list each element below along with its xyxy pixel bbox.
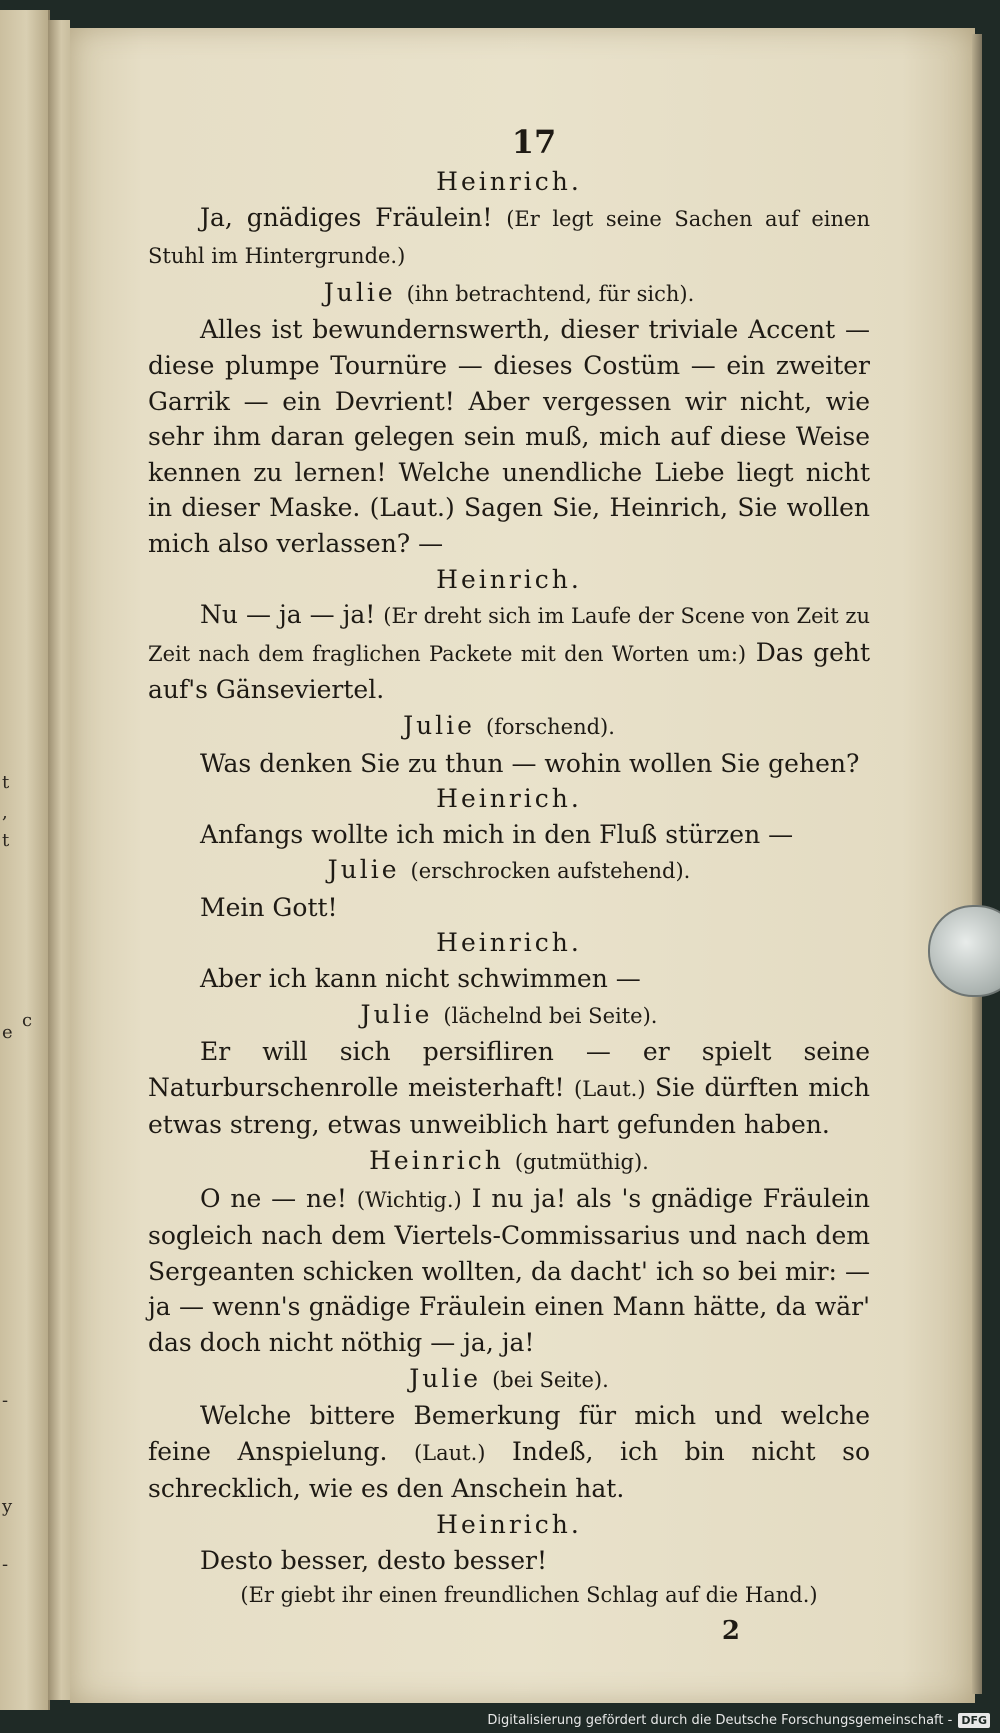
stage-direction-closing: (Er giebt ihr einen freundlichen Schlag auf die Hand.)	[240, 1583, 818, 1608]
left-margin-mark: -	[2, 1554, 9, 1575]
dialogue-line	[148, 961, 870, 997]
signature-mark: 2	[721, 1615, 740, 1646]
dialogue-line	[148, 1543, 870, 1579]
page-content	[148, 120, 870, 1648]
speaker-name	[148, 1361, 870, 1399]
speaker-label: Julie	[403, 710, 475, 740]
speaker-name	[148, 164, 870, 200]
left-margin-mark: c	[22, 1010, 33, 1031]
dialogue-text: Er will sich persifliren — er spielt seine Naturburschenrolle meisterhaft!	[148, 1037, 870, 1102]
dialogue-text: Aber ich kann nicht schwimmen —	[200, 964, 641, 994]
dialogue-text: Desto besser, desto besser!	[200, 1545, 547, 1575]
page-number: 17	[511, 123, 557, 161]
page-edge-shadow	[972, 34, 982, 1694]
dialogue-text: Welche bittere Bemerkung für mich und welche feine Anspielung.	[148, 1401, 870, 1466]
left-margin-mark: y	[2, 1496, 13, 1517]
speaker-direction: (forschend).	[485, 714, 615, 739]
previous-page-edge	[0, 10, 50, 1710]
speaker-label: Julie	[327, 855, 400, 885]
dialogue-text: Mein Gott!	[200, 892, 338, 922]
dialogue-text-continued: I nu ja! als 's gnädige Fräulein sogleich nach dem Viertels-Commissarius und nach dem Sergeanten schicken wollten, da dacht' ich so bei mir: — ja — wenn's gnädige Fräulein einen Mann hätte, da wär' das doch nicht nöthig — ja, ja!	[148, 1183, 870, 1357]
footer	[487, 1709, 990, 1731]
stage-direction: (Er legt seine Sachen auf einen Stuhl im Hintergrunde.)	[148, 206, 871, 269]
speaker-label: Julie	[409, 1363, 482, 1393]
footer-text: Digitalisierung gefördert durch die Deutsche Forschungsgemeinschaft -	[487, 1712, 953, 1728]
speaker-name	[148, 852, 870, 890]
speaker-label: Julie	[360, 999, 433, 1029]
stage-direction: (Laut.)	[413, 1440, 486, 1465]
left-margin-mark: e	[2, 1022, 13, 1043]
dialogue-line	[148, 312, 870, 561]
speaker-name	[148, 781, 870, 817]
speaker-direction: (bei Seite).	[492, 1367, 609, 1392]
dialogue-line	[148, 597, 870, 708]
dialogue-text: Anfangs wollte ich mich in den Fluß stürzen —	[200, 819, 794, 849]
speaker-label: Heinrich.	[436, 564, 582, 594]
speaker-label: Heinrich.	[436, 167, 582, 196]
dialogue-line	[148, 1181, 870, 1361]
speaker-name	[148, 1143, 870, 1181]
speaker-name	[148, 925, 870, 961]
speaker-name	[148, 997, 870, 1035]
dialogue-line	[148, 890, 870, 926]
dialogue-text: Was denken Sie zu thun — wohin wollen Sie gehen?	[200, 748, 860, 778]
left-margin-mark: t	[2, 830, 10, 851]
speaker-label: Heinrich.	[436, 1509, 582, 1539]
stage-direction: (Laut.)	[574, 1076, 646, 1101]
stage-direction: (Er dreht sich im Laufe der Scene von Zeit zu Zeit nach dem fraglichen Packete mit den Worten um:)	[148, 604, 871, 666]
dialogue-line	[148, 746, 870, 782]
dialogue-line	[148, 1034, 870, 1143]
speaker-direction: (ihn betrachtend, für sich).	[406, 281, 695, 306]
speaker-label: Heinrich	[369, 1146, 504, 1176]
dialogue-text-continued: Sie dürften mich etwas streng, etwas unweiblich hart gefunden haben.	[148, 1072, 870, 1140]
dialogue-line	[148, 817, 870, 853]
dialogue-text-continued: Das geht auf's Gänseviertel.	[148, 637, 871, 705]
speaker-direction: (gutmüthig).	[514, 1150, 649, 1175]
dialogue-line	[148, 200, 870, 275]
speaker-name	[148, 562, 870, 598]
speaker-direction: (lächelnd bei Seite).	[443, 1003, 658, 1028]
dialogue-text: Nu — ja — ja!	[200, 600, 376, 630]
speaker-label: Julie	[323, 277, 396, 307]
book-page	[70, 28, 975, 1703]
speaker-label: Heinrich.	[436, 784, 582, 814]
dfg-logo: DFG	[958, 1713, 990, 1728]
dialogue-text-continued: Indeß, ich bin nicht so schrecklich, wie es den Anschein hat.	[148, 1436, 870, 1504]
text-blocks	[148, 164, 870, 1614]
left-margin-mark: -	[2, 1390, 9, 1411]
dialogue-text: Alles ist bewundernswerth, dieser triviale Accent — diese plumpe Tournüre — dieses Costüm — ein zweiter Garrik — ein Devrient! Aber vergessen wir nicht, wie sehr ihm daran gelegen sein muß, mich auf diese Weise kennen zu lernen! Welche unendliche Liebe liegt nicht in dieser Maske. (Laut.) Sagen Sie, Heinrich, Sie wollen mich also verlassen? —	[148, 315, 870, 558]
speaker-name	[148, 708, 870, 746]
speaker-name	[148, 275, 870, 313]
dialogue-text: O ne — ne!	[200, 1183, 347, 1213]
dialogue-text: Ja, gnädiges Fräulein!	[200, 202, 493, 232]
stage-direction: (Wichtig.)	[356, 1187, 462, 1212]
left-margin-mark: ,	[2, 802, 8, 823]
left-margin-mark: t	[2, 772, 10, 793]
book-spine	[48, 20, 70, 1700]
speaker-label: Heinrich.	[436, 928, 582, 958]
speaker-name	[148, 1507, 870, 1543]
dialogue-line	[148, 1398, 870, 1507]
speaker-direction: (erschrocken aufstehend).	[410, 859, 691, 884]
